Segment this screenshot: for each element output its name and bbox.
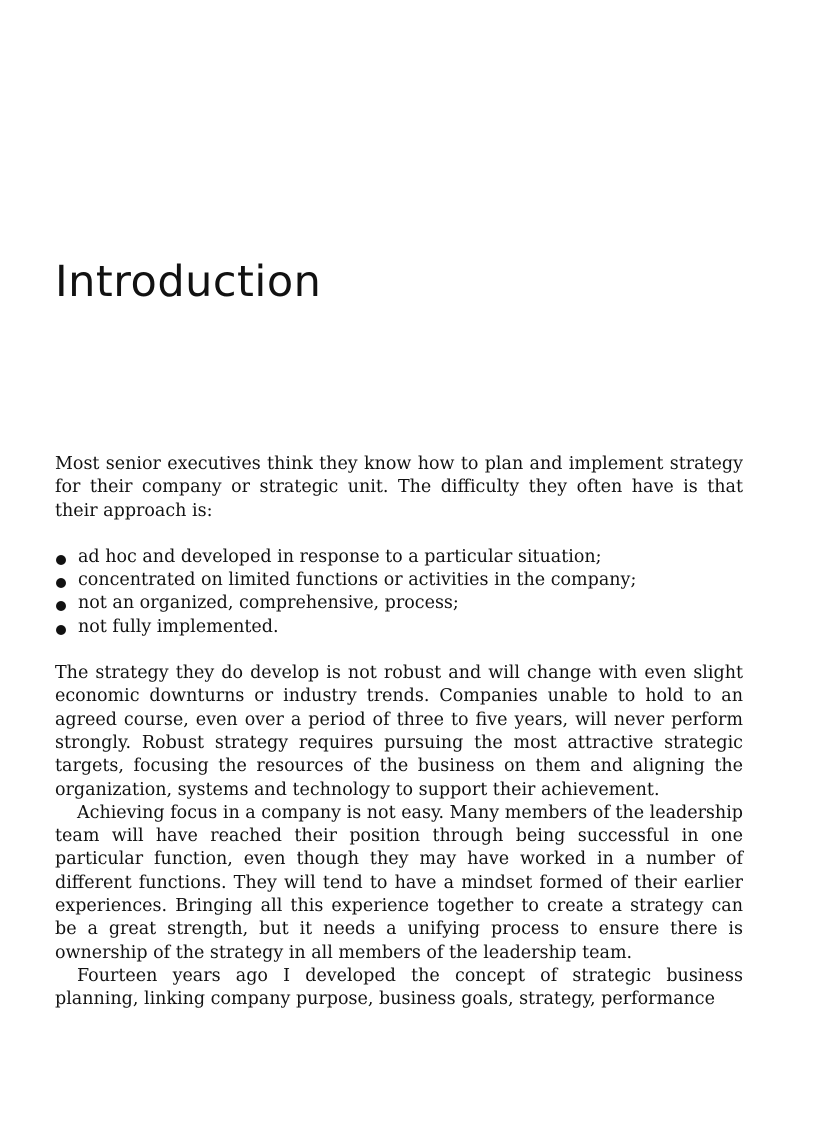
body-paragraph: Fourteen years ago I developed the concept of strategic business planning, linking company purpose, business goals, strategy, performance xyxy=(55,965,743,1010)
list-item-text: not fully implemented. xyxy=(78,616,279,637)
body-paragraph: The strategy they do develop is not robust and will change with even slight economic downturns or industry trends. Companies unable to hold to an agreed course, even over a period of three to five years, will never perform strongly. Robust strategy requires pursuing the most attractive strategic targets, focusing the resources of the business on them and aligning the organization, systems and technology to support their achievement. xyxy=(55,663,743,800)
bullet-list xyxy=(55,546,743,639)
bullet-icon xyxy=(56,601,66,611)
chapter-body xyxy=(55,453,743,1012)
intro-paragraph: Most senior executives think they know how to plan and implement strategy for their company or strategic unit. The difficulty they often have is that their approach is: xyxy=(55,454,743,521)
bullet-icon xyxy=(56,625,66,635)
list-item-text: not an organized, comprehensive, process; xyxy=(78,593,459,614)
list-item xyxy=(55,616,743,639)
list-item-text: ad hoc and developed in response to a particular situation; xyxy=(78,546,602,567)
bullet-icon xyxy=(56,578,66,588)
list-item-text: concentrated on limited functions or activities in the company; xyxy=(78,570,637,591)
chapter-title: Introduction xyxy=(55,257,322,307)
bullet-icon xyxy=(56,555,66,565)
list-item xyxy=(55,546,743,569)
list-item xyxy=(55,592,743,615)
list-item xyxy=(55,569,743,592)
body-paragraph: Achieving focus in a company is not easy. Many members of the leadership team will have reached their position through being successful in one particular function, even though they may have worked in a number of different functions. They will tend to have a mindset formed of their earlier experiences. Bringing all this experience together to create a strategy can be a great strength, but it needs a unifying process to ensure there is ownership of the strategy in all members of the leadership team. xyxy=(55,802,743,963)
book-page xyxy=(55,0,743,1123)
